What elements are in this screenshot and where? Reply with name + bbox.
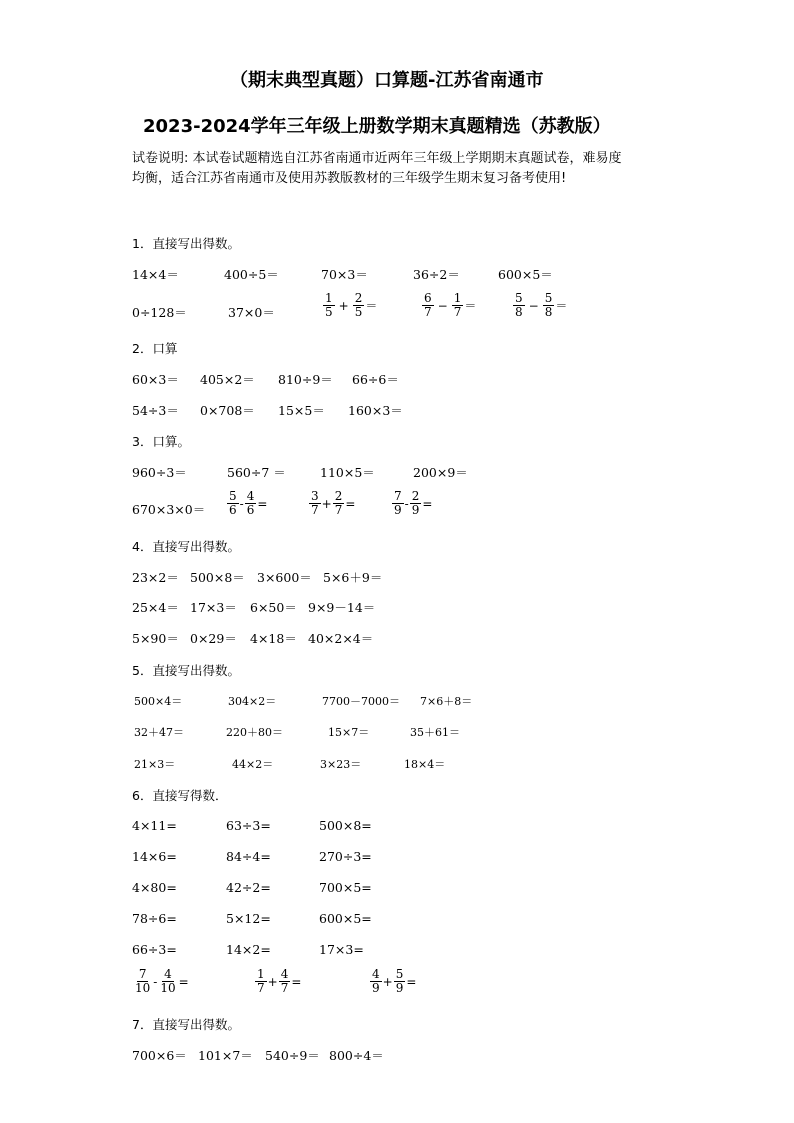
q6-item: 14×6= — [132, 849, 177, 864]
page-title-line1: （期末典型真题）口算题-江苏省南通市 — [230, 70, 544, 91]
q6-item: 17×3= — [319, 942, 364, 957]
q4-item: 500×8＝ — [190, 570, 245, 585]
q3-item: 110×5＝ — [320, 465, 375, 480]
q7-item: 540÷9＝ — [265, 1048, 320, 1063]
q2-item: 160×3＝ — [348, 403, 403, 418]
question-2-heading: 2．口算 — [132, 341, 178, 356]
q4-item: 25×4＝ — [132, 600, 179, 615]
q5-item: 3×23＝ — [320, 758, 362, 771]
q3-item: 670×3×0＝ — [132, 502, 206, 517]
q6-fraction-expr: $\frac{4}{9}$ + $\frac{5}{9}$ = — [372, 967, 417, 996]
q3-fraction-expr: $\frac{7}{9}$ - $\frac{2}{9}$ = — [394, 489, 433, 518]
q6-item: 4×11= — [132, 818, 177, 833]
q2-item: 60×3＝ — [132, 372, 179, 387]
q5-item: 18×4＝ — [404, 758, 446, 771]
q7-item: 800÷4＝ — [329, 1048, 384, 1063]
question-1-heading: 1．直接写出得数。 — [132, 236, 240, 251]
q4-item: 5×6＋9＝ — [323, 570, 383, 585]
q5-item: 220＋80＝ — [226, 726, 283, 739]
q5-item: 7×6＋8＝ — [420, 695, 473, 708]
q6-item: 4×80= — [132, 880, 177, 895]
q1-item: 37×0＝ — [228, 305, 275, 320]
q6-item: 600×5= — [319, 911, 372, 926]
q1-fraction-expr: $\frac{1}{5}$ + $\frac{2}{5}$ ＝ — [325, 291, 378, 320]
q6-fraction-expr: $\frac{1}{7}$ + $\frac{4}{7}$ = — [257, 967, 302, 996]
q4-item: 9×9－14＝ — [308, 600, 376, 615]
q1-item: 400÷5＝ — [224, 267, 279, 282]
q5-item: 21×3＝ — [134, 758, 176, 771]
q6-item: 14×2= — [226, 942, 271, 957]
q3-fraction-expr: $\frac{3}{7}$ + $\frac{2}{7}$ = — [311, 489, 356, 518]
q4-item: 17×3＝ — [190, 600, 237, 615]
q3-item: 560÷7 ＝ — [227, 465, 286, 480]
q6-item: 84÷4= — [226, 849, 271, 864]
question-7-heading: 7．直接写出得数。 — [132, 1017, 240, 1032]
q2-item: 0×708＝ — [200, 403, 255, 418]
q4-item: 6×50＝ — [250, 600, 297, 615]
q2-item: 54÷3＝ — [132, 403, 179, 418]
q6-item: 78÷6= — [132, 911, 177, 926]
q3-fraction-expr: $\frac{5}{6}$ - $\frac{4}{6}$ = — [229, 489, 268, 518]
q1-item: 14×4＝ — [132, 267, 179, 282]
page-title-line2: 2023-2024学年三年级上册数学期末真题精选（苏教版） — [143, 116, 611, 137]
description-line1: 试卷说明: 本试卷试题精选自江苏省南通市近两年三年级上学期期末真题试卷，难易度 — [132, 151, 622, 166]
q1-item: 36÷2＝ — [413, 267, 460, 282]
q6-item: 270÷3= — [319, 849, 372, 864]
question-4-heading: 4．直接写出得数。 — [132, 539, 240, 554]
q5-item: 44×2＝ — [232, 758, 274, 771]
q5-item: 304×2＝ — [228, 695, 277, 708]
q6-item: 63÷3= — [226, 818, 271, 833]
q4-item: 23×2＝ — [132, 570, 179, 585]
q5-item: 32＋47＝ — [134, 726, 184, 739]
description-line2: 均衡，适合江苏省南通市及使用苏教版教材的三年级学生期末复习备考使用! — [132, 171, 567, 186]
q4-item: 0×29＝ — [190, 631, 237, 646]
q2-item: 66÷6＝ — [352, 372, 399, 387]
q5-item: 7700－7000＝ — [322, 695, 400, 708]
q6-item: 500×8= — [319, 818, 372, 833]
q1-fraction-expr: $\frac{6}{7}$ − $\frac{1}{7}$ ＝ — [424, 291, 477, 320]
q5-item: 35＋61＝ — [410, 726, 460, 739]
q1-item: 0÷128＝ — [132, 305, 187, 320]
q5-item: 15×7＝ — [328, 726, 370, 739]
q2-item: 405×2＝ — [200, 372, 255, 387]
q4-item: 5×90＝ — [132, 631, 179, 646]
q4-item: 4×18＝ — [250, 631, 297, 646]
q7-item: 700×6＝ — [132, 1048, 187, 1063]
q6-item: 42÷2= — [226, 880, 271, 895]
q1-fraction-expr: $\frac{5}{8}$ − $\frac{5}{8}$ ＝ — [515, 291, 568, 320]
q4-item: 40×2×4＝ — [308, 631, 374, 646]
q6-item: 700×5= — [319, 880, 372, 895]
q3-item: 960÷3＝ — [132, 465, 187, 480]
q7-item: 101×7＝ — [198, 1048, 253, 1063]
q2-item: 810÷9＝ — [278, 372, 333, 387]
q6-item: 5×12= — [226, 911, 271, 926]
q5-item: 500×4＝ — [134, 695, 183, 708]
question-3-heading: 3．口算。 — [132, 434, 190, 449]
question-5-heading: 5．直接写出得数。 — [132, 663, 240, 678]
q6-fraction-expr: $\frac{7}{10}$ - $\frac{4}{10}$ = — [135, 967, 189, 996]
q1-item: 600×5＝ — [498, 267, 553, 282]
q6-item: 66÷3= — [132, 942, 177, 957]
q2-item: 15×5＝ — [278, 403, 325, 418]
q3-item: 200×9＝ — [413, 465, 468, 480]
q4-item: 3×600＝ — [257, 570, 312, 585]
question-6-heading: 6．直接写得数． — [132, 788, 228, 803]
q1-item: 70×3＝ — [321, 267, 368, 282]
